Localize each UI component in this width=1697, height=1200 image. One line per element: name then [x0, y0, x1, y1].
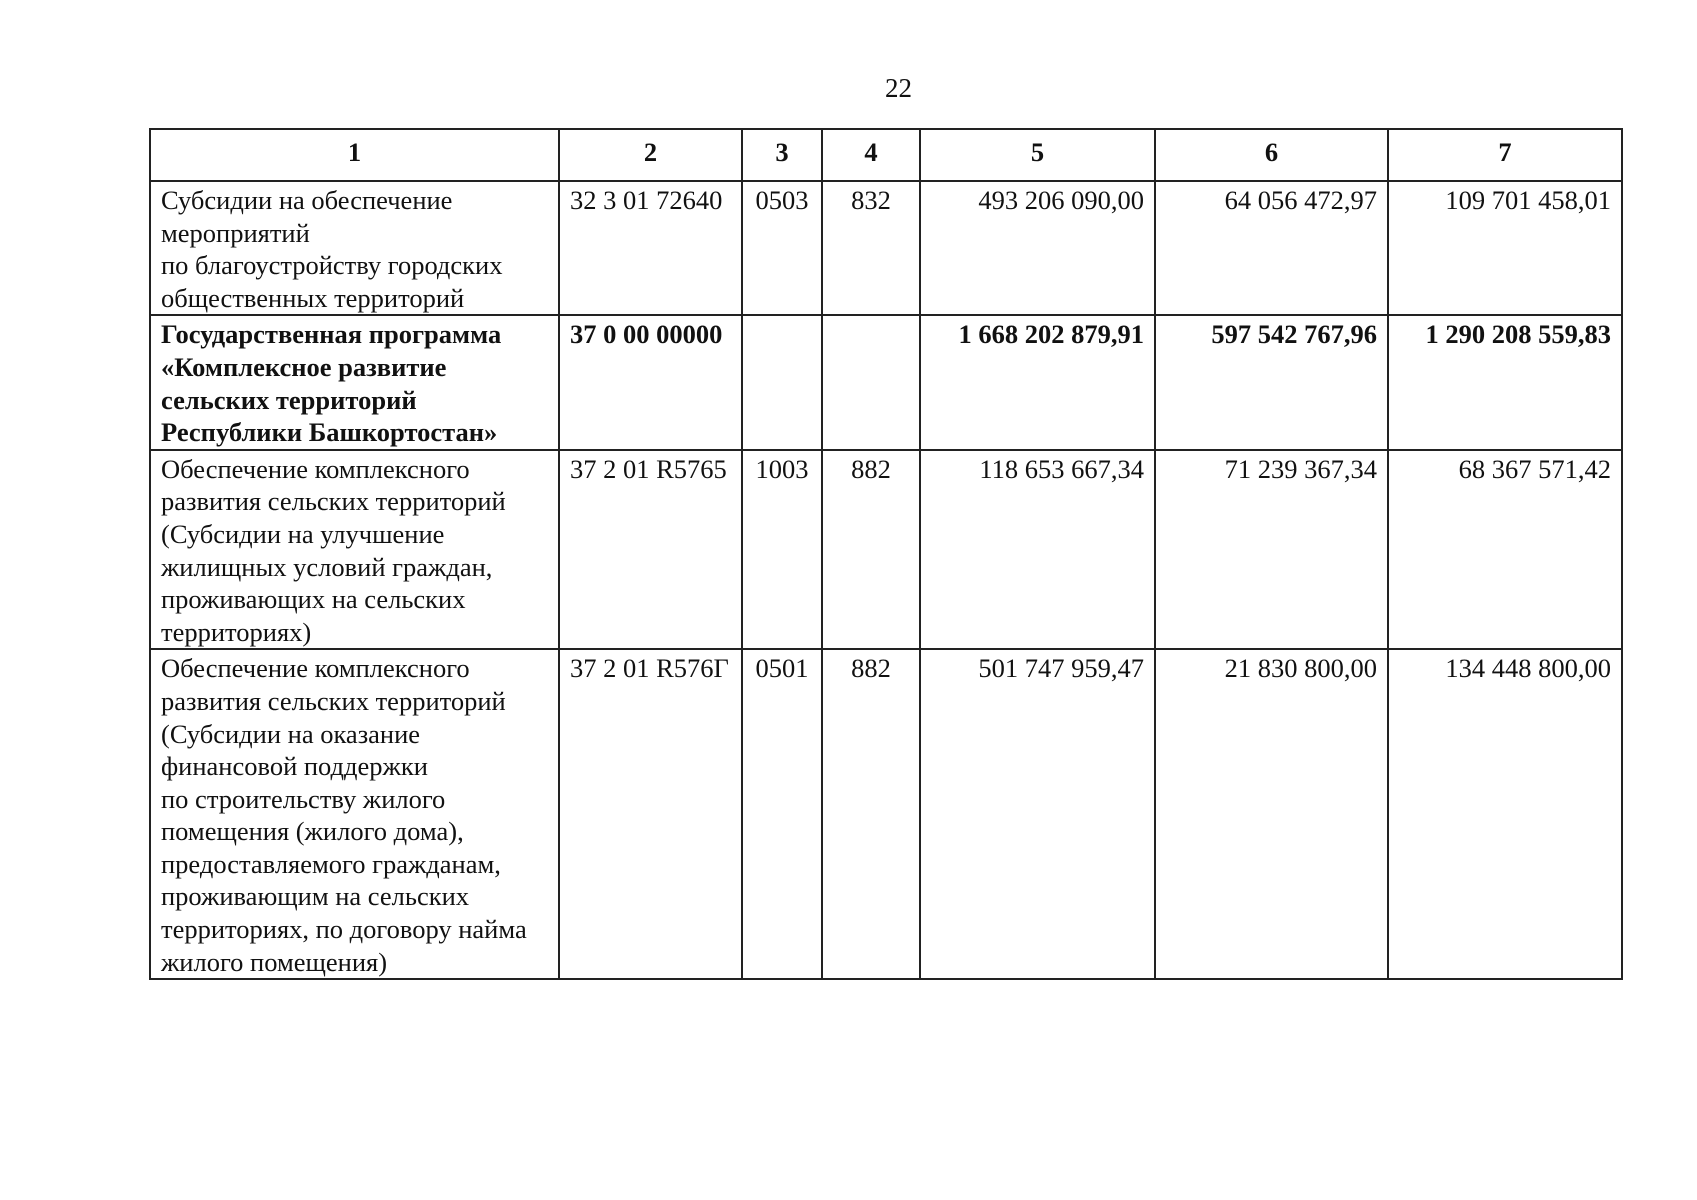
column-header-7: 7 [1388, 129, 1622, 181]
table-row [150, 315, 1622, 449]
row-value-5-cell: 1 668 202 879,91 [920, 315, 1155, 449]
column-header-3: 3 [742, 129, 822, 181]
row-value-7-cell: 68 367 571,42 [1388, 450, 1622, 650]
column-header-1: 1 [150, 129, 559, 181]
row-type-cell: 882 [822, 450, 920, 650]
row-section-cell: 0503 [742, 181, 822, 315]
row-name-cell: Обеспечение комплексного развития сельских территорий (Субсидии на улучшение жилищных условий граждан, проживающих на сельских территориях) [150, 450, 559, 650]
row-name-cell: Обеспечение комплексного развития сельских территорий (Субсидии на оказание финансовой поддержки по строительству жилого помещения (жилого дома), предоставляемого гражданам, проживающим на сельских территориях, по договору найма жилого помещения) [150, 649, 559, 979]
row-code-cell: 32 3 01 72640 [559, 181, 742, 315]
row-code-cell: 37 0 00 00000 [559, 315, 742, 449]
row-name-cell: Субсидии на обеспечение мероприятий по благоустройству городских общественных территорий [150, 181, 559, 315]
column-header-2: 2 [559, 129, 742, 181]
row-code-cell: 37 2 01 R5765 [559, 450, 742, 650]
row-value-5-cell: 493 206 090,00 [920, 181, 1155, 315]
row-value-7-cell: 109 701 458,01 [1388, 181, 1622, 315]
row-value-7-cell: 1 290 208 559,83 [1388, 315, 1622, 449]
row-value-5-cell: 118 653 667,34 [920, 450, 1155, 650]
page-number: 22 [885, 73, 912, 103]
column-header-6: 6 [1155, 129, 1388, 181]
table-row [150, 450, 1622, 650]
row-value-5-cell: 501 747 959,47 [920, 649, 1155, 979]
table-body [150, 181, 1622, 979]
row-section-cell [742, 315, 822, 449]
row-value-6-cell: 21 830 800,00 [1155, 649, 1388, 979]
row-value-7-cell: 134 448 800,00 [1388, 649, 1622, 979]
row-section-cell: 1003 [742, 450, 822, 650]
row-type-cell: 832 [822, 181, 920, 315]
row-type-cell: 882 [822, 649, 920, 979]
header-row [150, 129, 1622, 181]
table-row [150, 649, 1622, 979]
row-section-cell: 0501 [742, 649, 822, 979]
column-header-4: 4 [822, 129, 920, 181]
column-header-5: 5 [920, 129, 1155, 181]
table-row [150, 181, 1622, 315]
row-code-cell: 37 2 01 R576Г [559, 649, 742, 979]
row-value-6-cell: 597 542 767,96 [1155, 315, 1388, 449]
row-name-cell: Государственная программа «Комплексное развитие сельских территорий Республики Башкортостан» [150, 315, 559, 449]
row-value-6-cell: 71 239 367,34 [1155, 450, 1388, 650]
budget-table [149, 128, 1623, 980]
row-type-cell [822, 315, 920, 449]
row-value-6-cell: 64 056 472,97 [1155, 181, 1388, 315]
